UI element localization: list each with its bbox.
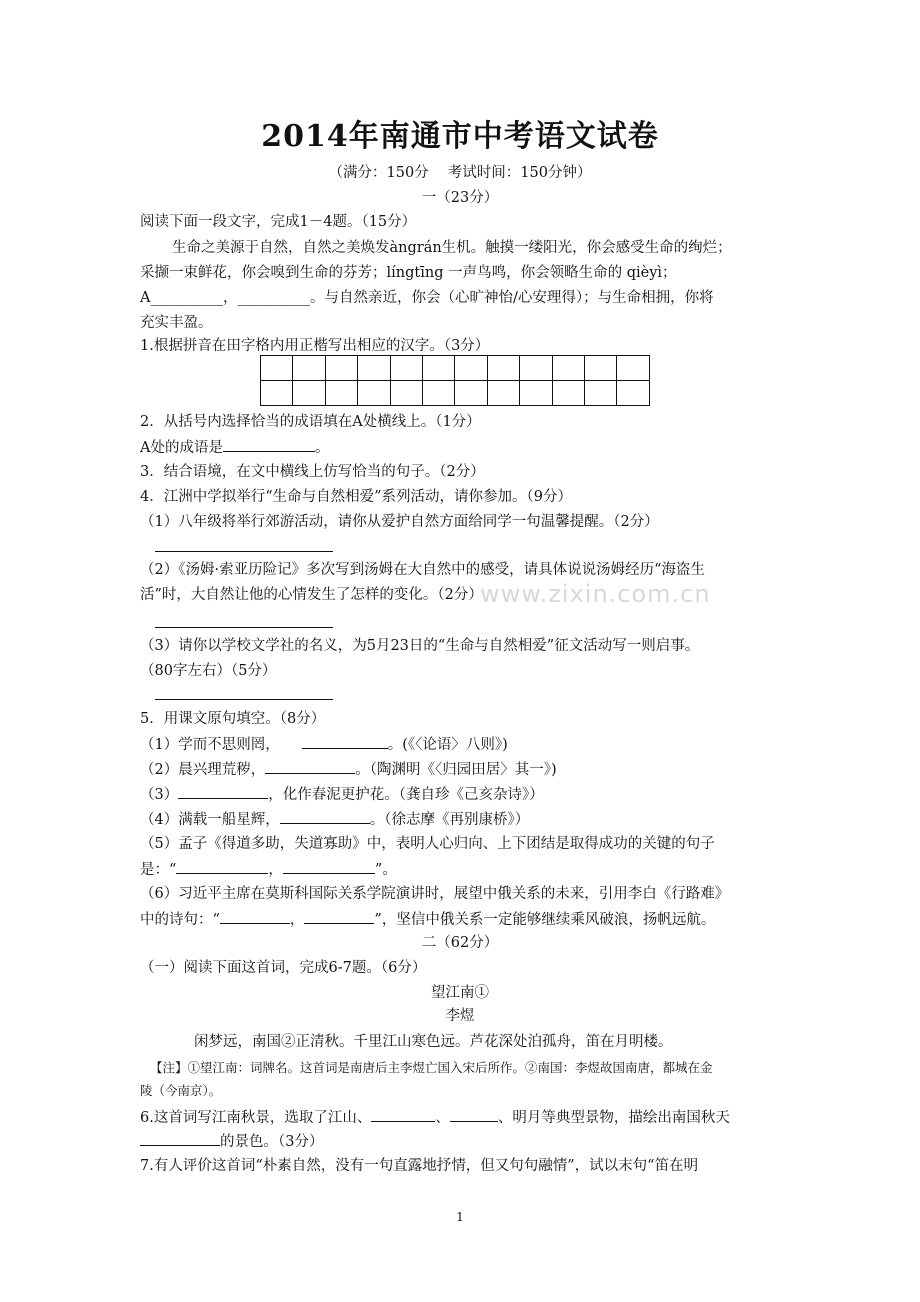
question-4-2-cont: 活”时，大自然让他的心情发生了怎样的变化。（2分） bbox=[140, 587, 483, 603]
answer-blank[interactable] bbox=[283, 859, 375, 874]
grid-cell[interactable] bbox=[487, 356, 519, 381]
grid-cell[interactable] bbox=[422, 381, 454, 406]
question-5-4: （4）满载一船星辉， 。（徐志摩《再别康桥》） bbox=[140, 809, 529, 830]
answer-blank[interactable] bbox=[155, 627, 333, 628]
grid-cell[interactable] bbox=[487, 381, 519, 406]
grid-cell[interactable] bbox=[617, 381, 649, 406]
grid-cell[interactable] bbox=[552, 381, 584, 406]
grid-cell[interactable] bbox=[390, 381, 422, 406]
question-5-6-cont: 中的诗句：“ ， ”，坚信中俄关系一定能够继续乘风破浪，扬帆远航。 bbox=[140, 909, 715, 930]
answer-blank[interactable] bbox=[223, 437, 315, 452]
question-3: 3．结合语境，在文中横线上仿写恰当的句子。（2分） bbox=[140, 464, 485, 480]
question-4-3: （3）请你以学校文学社的名义，为5月23日的“生命与自然相爱”征文活动写一则启事。 bbox=[140, 638, 700, 654]
poem-title: 望江南① bbox=[431, 985, 489, 1001]
grid-cell[interactable] bbox=[325, 381, 357, 406]
poem-text: 闲梦远，南国②正清秋。千里江山寒色远。芦花深处泊孤舟，笛在月明楼。 bbox=[194, 1034, 673, 1050]
page-number: 1 bbox=[456, 1210, 464, 1224]
grid-cell[interactable] bbox=[584, 356, 616, 381]
grid-cell[interactable] bbox=[293, 356, 325, 381]
answer-blank[interactable] bbox=[304, 909, 374, 924]
page-title: 2014年南通市中考语文试卷 bbox=[261, 119, 659, 154]
grid-cell[interactable] bbox=[455, 356, 487, 381]
grid-cell[interactable] bbox=[358, 356, 390, 381]
part-heading-1: 一（23分） bbox=[421, 190, 499, 206]
question-5-1: （1）学而不思则罔， 。(《〈论语〉八则》) bbox=[140, 734, 508, 755]
grid-cell[interactable] bbox=[261, 356, 293, 381]
answer-blank[interactable] bbox=[178, 784, 268, 799]
answer-blank[interactable] bbox=[220, 909, 290, 924]
question-5-5: （5）孟子《得道多助，失道寡助》中，表明人心归向、上下团结是取得成功的关键的句子 bbox=[140, 836, 715, 852]
answer-blank[interactable] bbox=[371, 1107, 435, 1122]
grid-cell[interactable] bbox=[520, 356, 552, 381]
grid-cell[interactable] bbox=[617, 356, 649, 381]
question-5-2: （2）晨兴理荒秽， 。（陶渊明《〈归园田居〉其一》) bbox=[140, 759, 557, 780]
character-grid[interactable] bbox=[260, 355, 650, 406]
passage-line: 生命之美源于自然，自然之美焕发àngrán生机。触摸一缕阳光，你会感受生命的绚烂； bbox=[172, 240, 732, 256]
watermark: www.zixin.com.cn bbox=[480, 580, 711, 608]
annotation: 【注】①望江南：词牌名。这首词是南唐后主李煜亡国入宋后所作。②南国：李煜故国南唐，都城在金 bbox=[150, 1060, 713, 1075]
question-7: 7.有人评价这首词“朴素自然，没有一句直露地抒情，但又句句融情”，试以末句“笛在明 bbox=[140, 1158, 699, 1174]
answer-blank[interactable] bbox=[155, 699, 333, 700]
answer-blank[interactable] bbox=[265, 759, 355, 774]
grid-row bbox=[261, 381, 650, 406]
question-1: 1.根据拼音在田字格内用正楷写出相应的汉字。（3分） bbox=[140, 338, 490, 354]
grid-cell[interactable] bbox=[358, 381, 390, 406]
question-6-cont: 的景色。（3分） bbox=[140, 1131, 323, 1152]
question-2-label: A处的成语是 bbox=[140, 440, 223, 456]
grid-cell[interactable] bbox=[390, 356, 422, 381]
question-2: 2．从括号内选择恰当的成语填在A处横线上。（1分） bbox=[140, 414, 481, 430]
section-intro: （一）阅读下面这首词，完成6-7题。（6分） bbox=[140, 960, 427, 976]
part-heading-2: 二（62分） bbox=[421, 935, 499, 951]
passage-line: A__________，__________。与自然亲近，你会（心旷神怡/心安理得）；与生命相拥，你将 bbox=[140, 290, 714, 306]
grid-cell[interactable] bbox=[584, 381, 616, 406]
question-6: 6.这首词写江南秋景，选取了江山、 、 、明月等典型景物，描绘出南国秋天 bbox=[140, 1107, 730, 1128]
answer-blank[interactable] bbox=[450, 1107, 498, 1122]
annotation-cont: 陵（今南京）。 bbox=[140, 1083, 222, 1098]
reading-intro: 阅读下面一段文字，完成1－4题。（15分） bbox=[140, 214, 417, 230]
exam-info: （满分：150分 考试时间：150分钟） bbox=[328, 165, 592, 181]
grid-cell[interactable] bbox=[261, 381, 293, 406]
passage-line: 采撷一束鲜花，你会嗅到生命的芬芳；língtīng 一声鸟鸣，你会领略生命的 qièyì； bbox=[140, 265, 677, 281]
poem-author: 李煜 bbox=[445, 1008, 475, 1024]
question-5-3: （3） ，化作春泥更护花。（龚自珍《己亥杂诗》） bbox=[140, 784, 544, 805]
question-4-3-cont: （80字左右）（5分） bbox=[140, 663, 277, 679]
question-5: 5．用课文原句填空。（8分） bbox=[140, 711, 326, 727]
passage-line: 充实丰盈。 bbox=[140, 315, 213, 331]
answer-blank[interactable] bbox=[176, 859, 268, 874]
answer-blank[interactable] bbox=[280, 809, 370, 824]
question-4-2: （2）《汤姆·索亚历险记》多次写到汤姆在大自然中的感受，请具体说说汤姆经历“海盗生 bbox=[140, 562, 705, 578]
question-5-6: （6）习近平主席在莫斯科国际关系学院演讲时，展望中俄关系的未来，引用李白《行路难》 bbox=[140, 886, 730, 902]
answer-blank[interactable] bbox=[155, 551, 333, 552]
grid-cell[interactable] bbox=[293, 381, 325, 406]
grid-cell[interactable] bbox=[520, 381, 552, 406]
grid-row bbox=[261, 356, 650, 381]
grid-cell[interactable] bbox=[552, 356, 584, 381]
question-4: 4．江洲中学拟举行“生命与自然相爱”系列活动，请你参加。（9分） bbox=[140, 489, 573, 505]
answer-blank[interactable] bbox=[140, 1131, 220, 1146]
grid-cell[interactable] bbox=[422, 356, 454, 381]
question-2-answer-line: A处的成语是 。 bbox=[140, 437, 329, 458]
answer-blank[interactable] bbox=[302, 734, 388, 749]
question-4-1: （1）八年级将举行郊游活动，请你从爱护自然方面给同学一句温馨提醒。（2分） bbox=[140, 514, 659, 530]
grid-cell[interactable] bbox=[325, 356, 357, 381]
question-5-5-cont: 是：“ ， ”。 bbox=[140, 859, 397, 880]
grid-cell[interactable] bbox=[455, 381, 487, 406]
